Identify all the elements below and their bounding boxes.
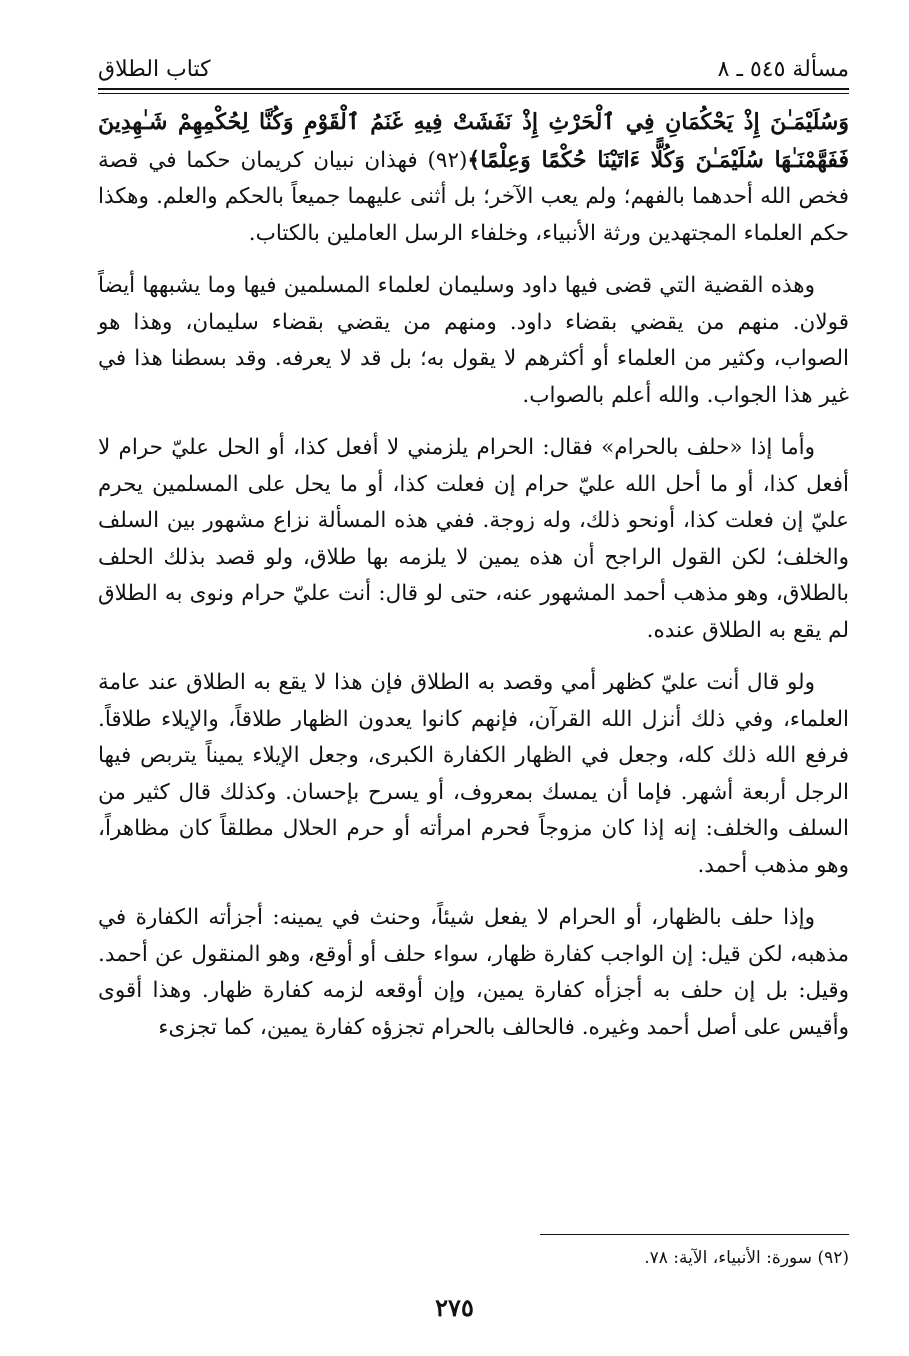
footnote: (٩٢) سورة: الأنبياء، الآية: ٧٨.: [644, 1248, 849, 1268]
paragraph-5: وإذا حلف بالظهار، أو الحرام لا يفعل شيئاً، وحنث في يمينه: أجزأته الكفارة في مذهبه، لكن قيل: إن الواجب كفارة ظهار، سواء حلف أو أوقع، وهو المنقول عن أحمد. وقيل: بل إن حلف به أجزأه كفارة يمين، وإن أوقعه لزمه كفارة ظهار. وهذا أقوى وأقيس على أصل أحمد وغيره. فالحالف بالحرام تجزؤه كفارة يمين، كما تجزىء: [98, 905, 849, 1040]
running-header: [98, 52, 849, 86]
paragraph-2: وهذه القضية التي قضى فيها داود وسليمان لعلماء المسلمين فيها وما يشبهها أيضاً قولان. منهم من يقضي بقضاء داود. ومنهم من يقضي بقضاء سليمان، وهذا هو الصواب، وكثير من العلماء أو أكثرهم لا يقول به؛ بل قد لا يعرفه. وقد بسطنا هذا في غير هذا الجواب. والله أعلم بالصواب.: [98, 273, 849, 408]
footnote-ref: (٩٢): [427, 147, 468, 173]
paragraph-1-text: فهذان نبيان كريمان حكما في قصة فخص الله أحدهما بالفهم؛ ولم يعب الآخر؛ بل أثنى عليهما جميعاً بالحكم والعلم. وهكذا حكم العلماء المجتهدين ورثة الأنبياء، وخلفاء الرسل العاملين بالكتاب.: [98, 147, 849, 246]
header-rule-thick: [98, 88, 849, 90]
quran-verse: وَسُلَيْمَـٰنَ إِذْ يَحْكُمَانِ فِي ٱلْحَرْثِ إِذْ نَفَشَتْ فِيهِ غَنَمُ ٱلْقَوْمِ وَكُنَّا لِحُكْمِهِمْ شَـٰهِدِينَ فَفَهَّمْنَـٰهَا سُلَيْمَـٰنَ وَكُلًّا ءَاتَيْنَا حُكْمًا وَعِلْمًا﴾: [98, 109, 849, 173]
paragraph-4: ولو قال أنت عليّ كظهر أمي وقصد به الطلاق فإن هذا لا يقع به الطلاق عند عامة العلماء، وفي ذلك أنزل الله القرآن، فإنهم كانوا يعدون الظهار طلاقاً، والإيلاء طلاقاً. فرفع الله ذلك كله، وجعل في الظهار الكفارة الكبرى، وجعل الإيلاء يميناً يتربص فيها الرجل أربعة أشهر. فإما أن يمسك بمعروف، أو يسرح بإحسان. وكذلك قال كثير من السلف والخلف: إنه إذا كان مزوجاً فحرم امرأته أو حرم الحلال مطلقاً كان مظاهراً، وهو مذهب أحمد.: [98, 670, 849, 878]
paragraph-1: [98, 104, 849, 252]
footnote-rule: [540, 1234, 849, 1235]
header-issue-number: مسألة ٥٤٥ ـ ٨: [717, 56, 849, 82]
header-chapter-title: كتاب الطلاق: [98, 56, 211, 82]
header-rule-thin: [98, 93, 849, 94]
main-text: [98, 104, 849, 1046]
page-number: ٢٧٥: [435, 1293, 474, 1322]
paragraph-3: وأما إذا «حلف بالحرام» فقال: الحرام يلزمني لا أفعل كذا، أو الحل عليّ حرام لا أفعل كذا، أو ما أحل الله عليّ حرام إن فعلت كذا، أو ما يحل على المسلمين يحرم عليّ إن فعلت كذا، أونحو ذلك، وله زوجة. ففي هذه المسألة نزاع مشهور بين السلف والخلف؛ لكن القول الراجح أن هذه يمين لا يلزمه بها طلاق، ولو قصد بذلك الحلف بالطلاق، وهو مذهب أحمد المشهور عنه، حتى لو قال: أنت عليّ حرام ونوى به الطلاق لم يقع به الطلاق عنده.: [98, 435, 849, 643]
